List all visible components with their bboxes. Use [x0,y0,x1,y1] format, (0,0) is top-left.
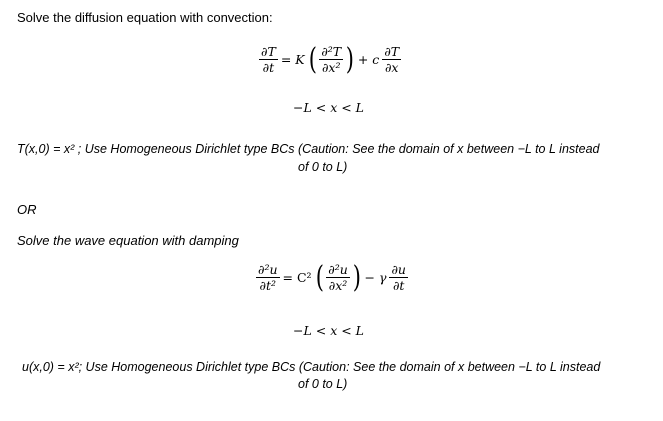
domain-1: −L < x < L [293,100,364,115]
condition-2-line-2: of 0 to L) [298,377,348,391]
or-label: OR [17,202,37,217]
parenthesized-term: ( $\frac{\text{∂²u}}{\text{∂x²}}$ ) [315,259,361,295]
equals-K: = K [280,52,305,68]
heading-wave: Solve the wave equation with damping [17,233,239,248]
condition-2-line-1: u(x,0) = x²; Use Homogeneous Dirichlet type BCs (Caution: See the domain of x between −L to L instead [22,360,601,374]
d2T-dx2-fraction [319,45,343,74]
fraction-numerator: ∂T [261,44,276,59]
fraction-denominator: ∂x [384,60,399,76]
equals-C-squared: = C² [282,270,312,286]
plus-c: + c [357,52,380,68]
fraction-numerator: ∂²u [258,262,278,277]
heading-diffusion: Solve the diffusion equation with convection: [17,10,273,25]
d2u-dt2-fraction [256,263,280,292]
diffusion-equation [258,41,402,77]
parenthesized-term: ( $\frac{\text{∂²T}}{\text{∂x²}}$ ) [308,41,355,77]
dT-dt-fraction [259,45,278,74]
fraction-numerator: ∂²u [328,262,348,277]
fraction-denominator: ∂t [392,278,405,294]
fraction-numerator: ∂T [384,44,400,59]
minus-gamma: − γ [364,270,387,286]
fraction-denominator: ∂t [262,60,275,76]
fraction-numerator: ∂u [391,262,406,277]
d2u-dx2-fraction [326,263,350,292]
fraction-numerator: ∂²T [321,44,342,59]
domain-2: −L < x < L [293,323,364,338]
dT-dx-fraction [382,45,401,74]
condition-1-line-1: T(x,0) = x² ; Use Homogeneous Dirichlet type BCs (Caution: See the domain of x between −L to L instead [17,142,600,156]
fraction-denominator: ∂x² [328,278,348,294]
fraction-denominator: ∂t² [259,278,277,294]
du-dt-fraction [389,263,408,292]
wave-equation [255,259,409,295]
condition-1-line-2: of 0 to L) [298,160,348,174]
fraction-denominator: ∂x² [321,60,341,76]
